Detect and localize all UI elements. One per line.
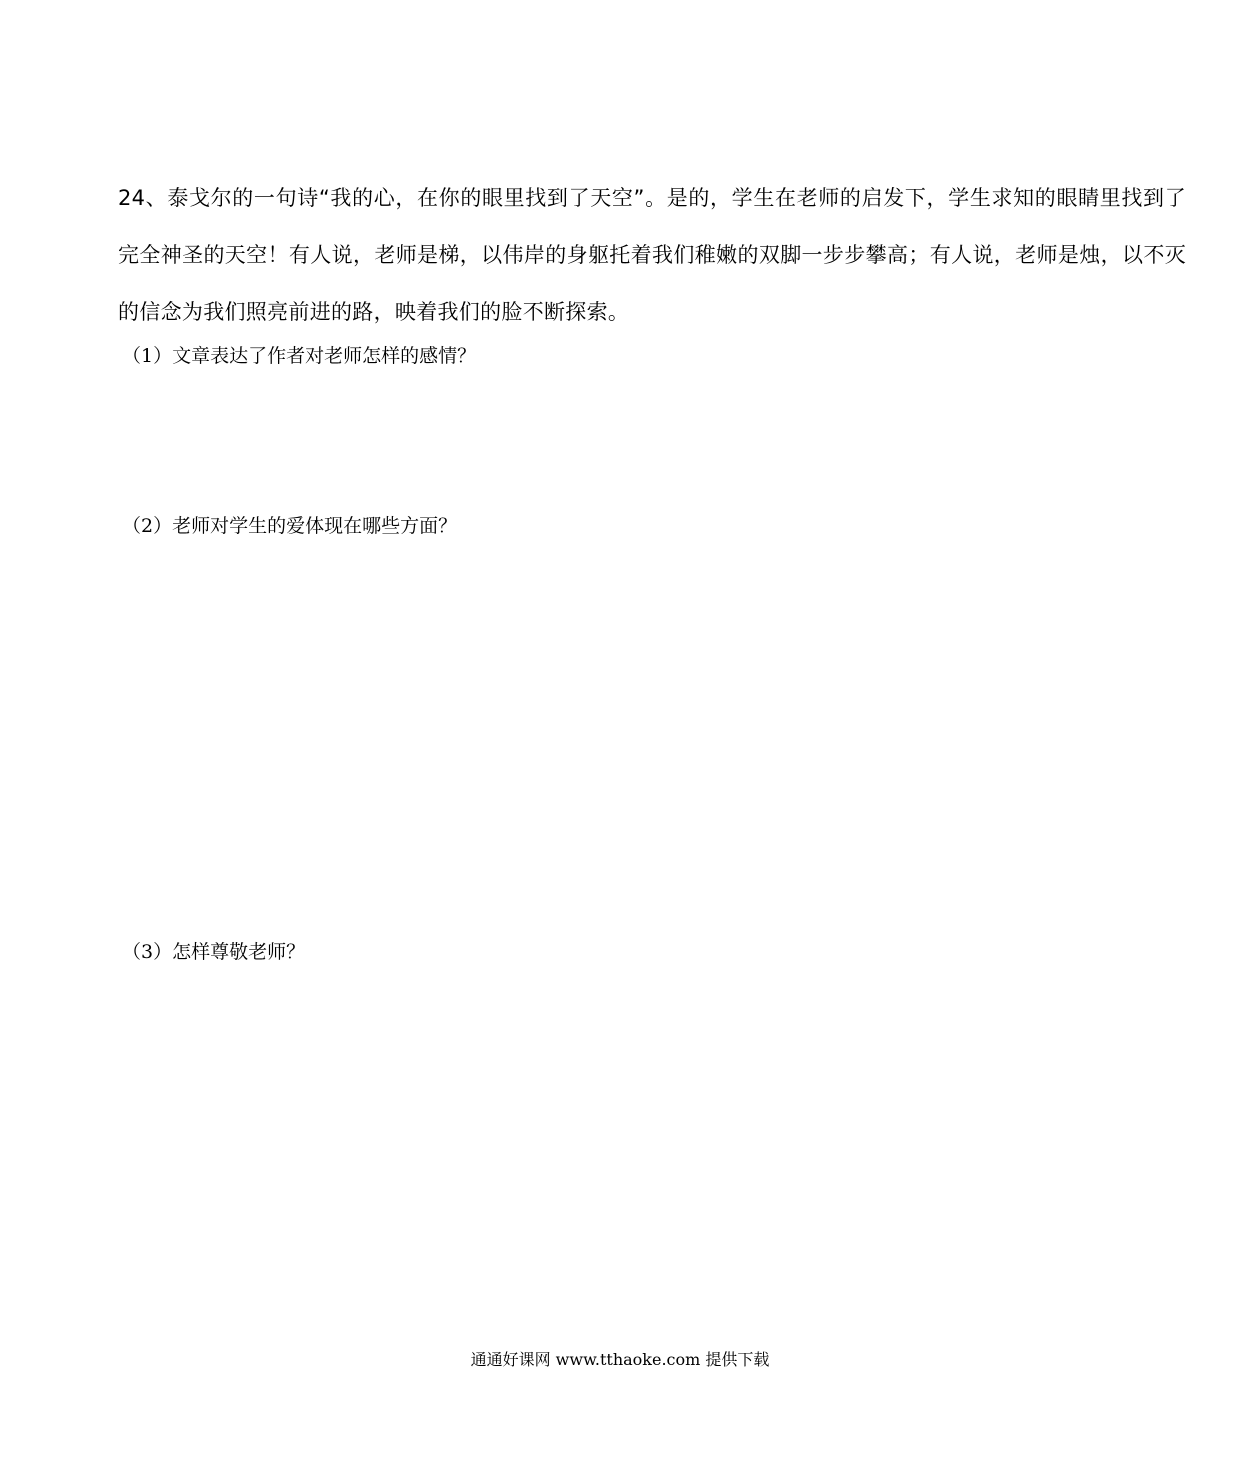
- question-2: （2）老师对学生的爱体现在哪些方面？: [122, 515, 458, 537]
- question-1: （1）文章表达了作者对老师怎样的感情？: [122, 345, 477, 367]
- passage-paragraph: 24、泰戈尔的一句诗“我的心，在你的眼里找到了天空”。是的，学生在老师的启发下，学生求知的眼睛里找到了完全神圣的天空！有人说，老师是梯，以伟岸的身躯托着我们稚嫩的双脚一步步攀高；有人说，老师是烛，以不灭的信念为我们照亮前进的路，映着我们的脸不断探索。: [118, 186, 1186, 324]
- question-3: （3）怎样尊敬老师？: [122, 941, 306, 963]
- page-footer: 通通好课网 www.tthaoke.com 提供下载: [470, 1350, 770, 1369]
